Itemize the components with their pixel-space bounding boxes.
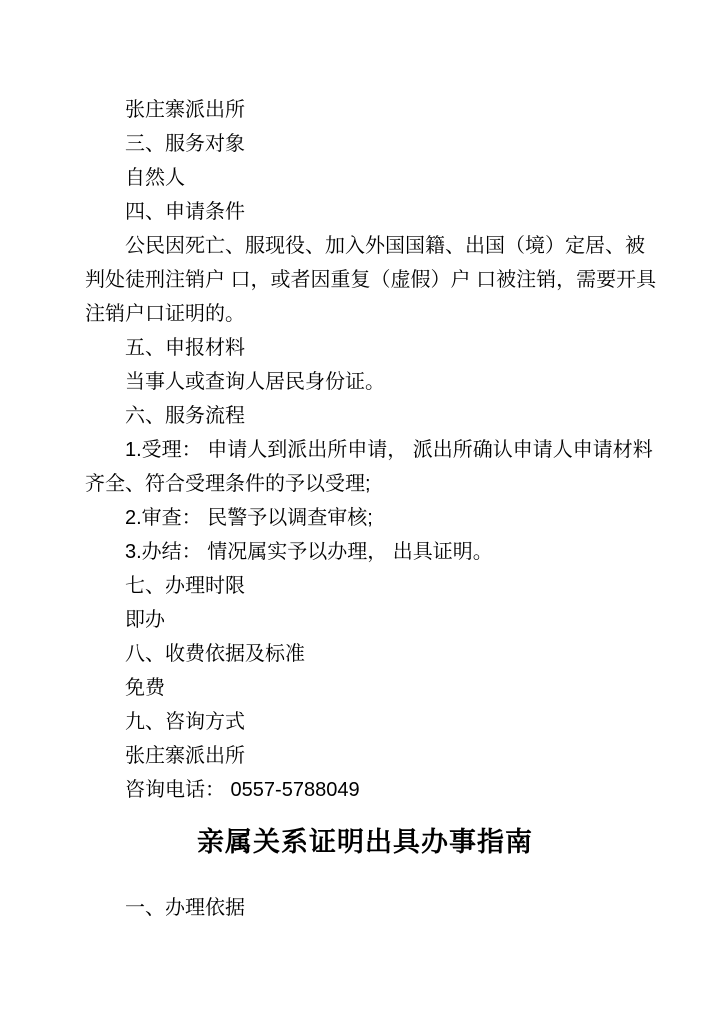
text-line: 免费 [125, 677, 165, 699]
text-line: 咨询电话： 0557-5788049 [125, 779, 360, 801]
text-line: 公民因死亡、服现役、加入外国国籍、出国（境）定居、被 [125, 235, 645, 257]
text-line: 3.办结： 情况属实予以办理， 出具证明。 [125, 541, 493, 563]
text-line: 2.审查： 民警予以调查审核; [125, 507, 373, 529]
text-line: 1.受理： 申请人到派出所申请， 派出所确认申请人申请材料 [125, 439, 653, 461]
text-line: 九、咨询方式 [125, 711, 245, 733]
text-line: 三、服务对象 [125, 133, 245, 155]
document-content [85, 93, 657, 925]
text-line: 即办 [125, 609, 165, 631]
text-line: 张庄寨派出所 [125, 745, 245, 767]
text-line: 注销户口证明的。 [85, 303, 245, 325]
text-line: 一、办理依据 [125, 897, 245, 919]
text-line: 齐全、符合受理条件的予以受理; [85, 473, 371, 495]
text-line: 八、收费依据及标准 [125, 643, 305, 665]
text-line: 当事人或查询人居民身份证。 [125, 371, 385, 393]
text-line: 判处徒刑注销户 口，或者因重复（虚假）户 口被注销，需要开具 [85, 269, 657, 291]
document-title: 亲属关系证明出具办事指南 [197, 827, 533, 857]
text-line: 七、办理时限 [125, 575, 245, 597]
text-line: 自然人 [125, 167, 185, 189]
text-line: 六、服务流程 [125, 405, 245, 427]
text-line: 四、申请条件 [125, 201, 245, 223]
text-line: 张庄寨派出所 [125, 99, 245, 121]
text-line: 五、申报材料 [125, 337, 245, 359]
